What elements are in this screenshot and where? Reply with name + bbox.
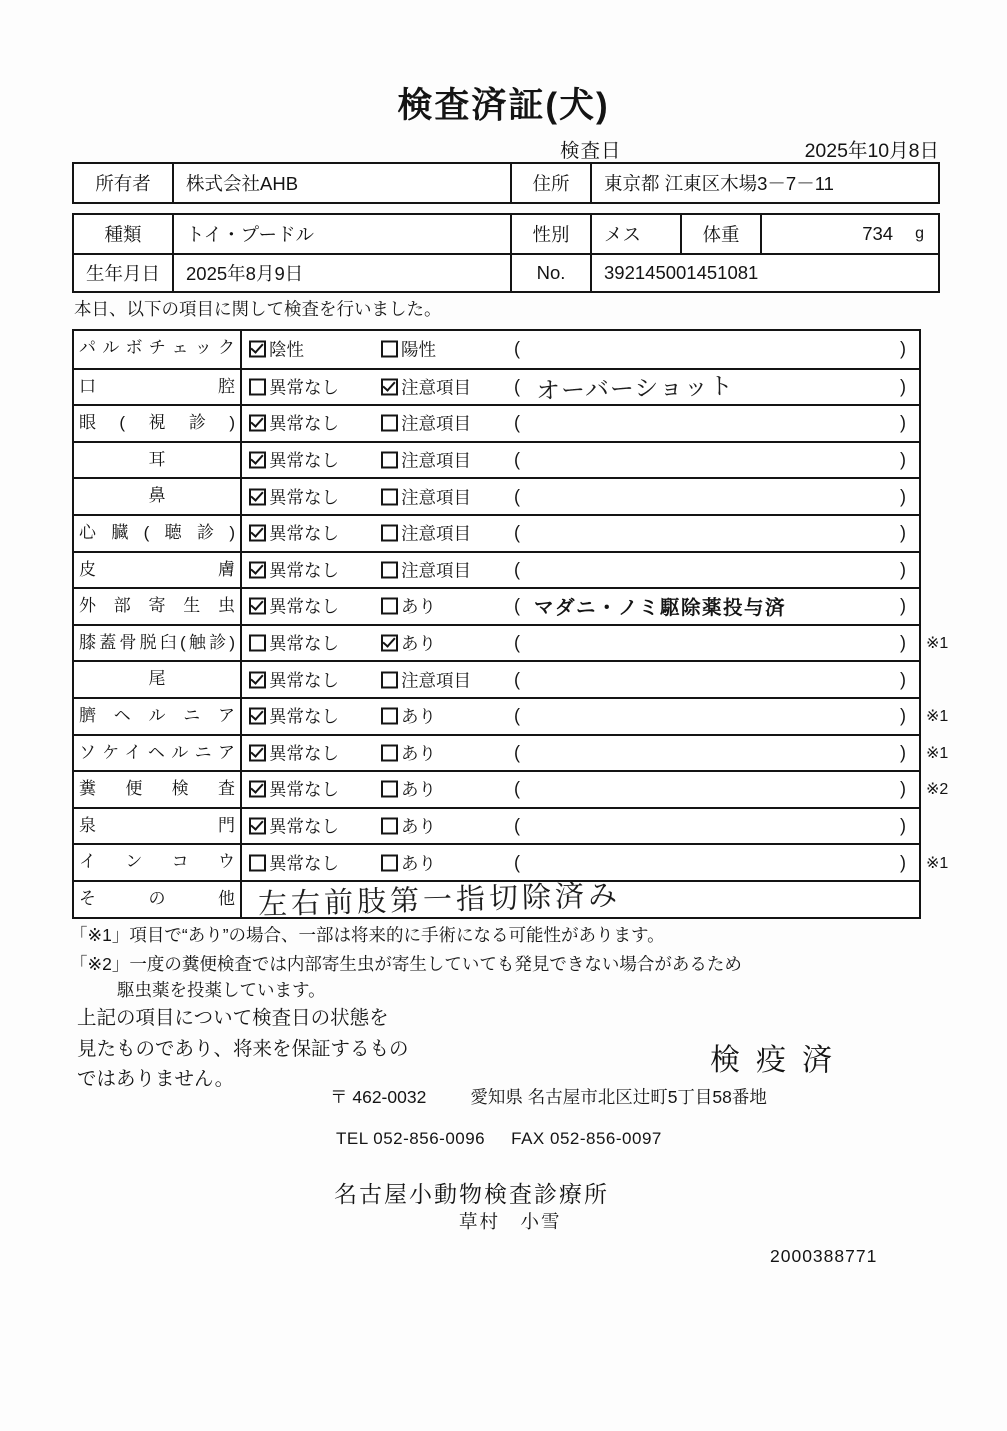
- disclaimer-paragraph: [77, 1003, 409, 1095]
- paren-open: (: [514, 559, 520, 580]
- breed-label: 種類: [104, 224, 142, 245]
- item-content: [242, 516, 919, 551]
- checklist-row: [74, 368, 919, 405]
- option-2-label: あり: [401, 596, 436, 617]
- item-content: [242, 589, 919, 624]
- item-label: 外部寄生虫: [74, 589, 242, 624]
- option-1: [249, 594, 339, 619]
- paren-close: ): [900, 559, 906, 580]
- reference-note: ※1: [926, 635, 949, 653]
- certificate-no-label: No.: [510, 253, 590, 291]
- option-2-label: 注意項目: [401, 487, 471, 508]
- certificate-no-value: 392145001451081: [590, 253, 938, 291]
- option-1: [249, 740, 339, 765]
- checkbox-icon: [381, 415, 398, 432]
- paren-open: (: [514, 376, 520, 397]
- birthdate-label: 生年月日: [74, 253, 172, 291]
- option-1: [249, 814, 339, 839]
- option-2-label: あり: [401, 853, 436, 874]
- paren-close: ): [900, 412, 906, 433]
- option-1: [249, 484, 339, 509]
- item-label: 眼(視診): [74, 406, 242, 441]
- option-1-label: 異常なし: [269, 450, 339, 471]
- option-1: [249, 631, 339, 656]
- item-label: 口腔: [74, 370, 242, 405]
- item-label: 皮膚: [74, 553, 242, 588]
- paren-close: ): [900, 815, 906, 836]
- item-label: パルボチェック: [74, 331, 242, 368]
- checkbox-icon: [249, 415, 266, 432]
- option-1: [249, 521, 339, 546]
- option-1: [249, 374, 339, 399]
- item-content: [242, 331, 919, 368]
- footnote-2-cont: 駆虫薬を投薬しています。: [117, 980, 326, 1000]
- checkbox-icon: [249, 818, 266, 835]
- checkbox-icon: [249, 525, 266, 542]
- option-1-label: 異常なし: [269, 560, 339, 581]
- paren-close: ): [900, 522, 906, 543]
- examiner-name: 草村 小雪: [459, 1211, 562, 1232]
- item-content: [242, 626, 919, 661]
- checklist-row: [74, 770, 949, 807]
- paren-open: (: [514, 669, 520, 690]
- paren-open: (: [514, 852, 520, 873]
- checkbox-icon: [381, 671, 398, 688]
- option-1: [249, 850, 339, 875]
- footnote-1: 「※1」項目で“あり”の場合、一部は将来的に手術になる可能性があります。: [70, 925, 665, 945]
- paren-close: ): [900, 705, 906, 726]
- item-label: その他: [74, 882, 242, 917]
- option-1: [249, 448, 339, 473]
- paren-open: (: [514, 632, 520, 653]
- item-label: 糞便検査: [74, 772, 242, 807]
- checkbox-icon: [381, 341, 398, 358]
- paren-open: (: [514, 522, 520, 543]
- paren-close: ): [900, 632, 906, 653]
- paren-close: ): [900, 376, 906, 397]
- item-label: インコウ: [74, 845, 242, 880]
- checklist-row: [74, 404, 919, 441]
- option-2-label: あり: [401, 706, 436, 727]
- option-2: [381, 337, 436, 362]
- option-2: [381, 631, 436, 656]
- paren-open: (: [514, 705, 520, 726]
- checklist-row: [74, 551, 919, 588]
- paren-open: (: [514, 778, 520, 799]
- owner-table: [72, 162, 940, 204]
- option-2: [381, 814, 436, 839]
- option-2: [381, 448, 471, 473]
- item-content: [242, 662, 919, 697]
- reference-note: ※1: [926, 744, 949, 762]
- checklist-row: [74, 477, 919, 514]
- checkbox-icon: [381, 598, 398, 615]
- owner-value: 株式会社AHB: [172, 164, 510, 202]
- option-1-label: 異常なし: [269, 413, 339, 434]
- exam-date-value: 2025年10月8日: [804, 140, 939, 162]
- option-1-label: 異常なし: [269, 743, 339, 764]
- option-2-label: 注意項目: [401, 560, 471, 581]
- quarantine-passed-stamp: 検疫済: [710, 1044, 848, 1077]
- postal-code: 〒 462-0032: [330, 1087, 427, 1107]
- checkbox-icon: [381, 635, 398, 652]
- option-1-label: 陰性: [269, 339, 304, 360]
- option-1: [249, 337, 304, 362]
- checklist-row: [74, 441, 919, 478]
- checklist-row: [74, 660, 919, 697]
- option-1: [249, 777, 339, 802]
- checkbox-icon: [249, 708, 266, 725]
- paren-close: ): [900, 852, 906, 873]
- option-2: [381, 667, 471, 692]
- address-value: 東京都 江東区木場3－7－11: [590, 164, 938, 202]
- paren-close: ): [900, 595, 906, 616]
- footnote-2: 「※2」一度の糞便検査では内部寄生虫が寄生していても発見できない場合があるため: [70, 954, 742, 974]
- paren-open: (: [514, 338, 520, 359]
- option-2: [381, 777, 436, 802]
- intro-sentence: 本日、以下の項目に関して検査を行いました。: [74, 299, 442, 319]
- checklist-row: [74, 514, 919, 551]
- sex-value: メス: [590, 215, 680, 253]
- option-1-label: 異常なし: [269, 670, 339, 691]
- option-2: [381, 594, 436, 619]
- checkbox-icon: [381, 854, 398, 871]
- item-label: 心臓(聴診): [74, 516, 242, 551]
- item-content: [242, 443, 919, 478]
- option-1: [249, 411, 339, 436]
- item-content: [242, 370, 919, 405]
- tel-number: TEL 052-856-0096: [336, 1129, 486, 1148]
- checkbox-icon: [249, 598, 266, 615]
- option-2-label: 注意項目: [401, 670, 471, 691]
- option-2-label: あり: [401, 633, 436, 654]
- birthdate-value: 2025年8月9日: [172, 253, 510, 291]
- option-1: [249, 557, 339, 582]
- checkbox-icon: [249, 452, 266, 469]
- checklist-row: [74, 879, 919, 922]
- checkbox-icon: [249, 671, 266, 688]
- pet-info-table: [72, 213, 940, 293]
- option-2-label: 注意項目: [401, 377, 471, 398]
- item-content: [242, 553, 919, 588]
- item-content: [242, 772, 919, 807]
- option-2-label: あり: [401, 779, 436, 800]
- option-1-label: 異常なし: [269, 779, 339, 800]
- checkbox-icon: [249, 781, 266, 798]
- option-1-label: 異常なし: [269, 523, 339, 544]
- checkbox-icon: [381, 561, 398, 578]
- item-content: [242, 406, 919, 441]
- item-label: 泉門: [74, 809, 242, 844]
- address-label: 住所: [510, 164, 590, 202]
- paren-open: (: [514, 815, 520, 836]
- serial-number: 2000388771: [770, 1246, 878, 1266]
- checklist-row: [74, 697, 949, 734]
- item-label: 鼻: [74, 479, 242, 514]
- option-1: [249, 704, 339, 729]
- exam-date-label: 検査日: [560, 140, 622, 162]
- checklist-row: [74, 587, 919, 624]
- clinic-address-line: [330, 1084, 767, 1109]
- checklist-row: [74, 843, 949, 880]
- item-content: [242, 736, 919, 771]
- sex-label: 性別: [510, 215, 590, 253]
- checkbox-icon: [249, 561, 266, 578]
- reference-note: ※2: [926, 781, 949, 799]
- option-2-label: あり: [401, 816, 436, 837]
- checkbox-icon: [249, 378, 266, 395]
- option-2-label: 注意項目: [401, 413, 471, 434]
- option-1-label: 異常なし: [269, 706, 339, 727]
- option-1-label: 異常なし: [269, 377, 339, 398]
- item-content: [242, 809, 919, 844]
- checklist-row: [74, 624, 949, 661]
- option-2: [381, 557, 471, 582]
- paren-close: ): [900, 742, 906, 763]
- option-1-label: 異常なし: [269, 596, 339, 617]
- option-2: [381, 704, 436, 729]
- breed-value: トイ・プードル: [172, 215, 510, 253]
- item-content: [242, 699, 919, 734]
- checkbox-icon: [381, 452, 398, 469]
- option-2-label: あり: [401, 743, 436, 764]
- weight-unit: g: [915, 225, 924, 242]
- paren-open: (: [514, 742, 520, 763]
- option-2: [381, 484, 471, 509]
- option-2-label: 陽性: [401, 339, 436, 360]
- checklist-table: [72, 329, 949, 922]
- checkbox-icon: [381, 488, 398, 505]
- checkbox-icon: [249, 488, 266, 505]
- option-2-label: 注意項目: [401, 450, 471, 471]
- clinic-phone-line: [336, 1129, 662, 1149]
- paren-open: (: [514, 595, 520, 616]
- option-2: [381, 740, 436, 765]
- clinic-name: 名古屋小動物検査診療所: [334, 1181, 609, 1207]
- checklist-row: [74, 734, 949, 771]
- paren-open: (: [514, 449, 520, 470]
- disclaimer-line-2: 見たものであり、将来を保証するもの: [77, 1037, 409, 1060]
- item-label: 尾: [74, 662, 242, 697]
- reference-note: ※1: [926, 854, 949, 872]
- option-2: [381, 374, 471, 399]
- fax-number: FAX 052-856-0097: [511, 1129, 662, 1148]
- item-label: 臍ヘルニア: [74, 699, 242, 734]
- option-1: [249, 667, 339, 692]
- checkbox-icon: [249, 341, 266, 358]
- item-label: 膝蓋骨脱臼(触診): [74, 626, 242, 661]
- checkbox-icon: [381, 525, 398, 542]
- weight-value: 734: [862, 223, 894, 244]
- checkbox-icon: [381, 378, 398, 395]
- clinic-address: 愛知県 名古屋市北区辻町5丁目58番地: [470, 1087, 767, 1107]
- checkbox-icon: [381, 781, 398, 798]
- owner-label: 所有者: [95, 173, 151, 194]
- paren-open: (: [514, 412, 520, 433]
- item-content: [242, 879, 919, 922]
- paren-close: ): [900, 778, 906, 799]
- option-1-label: 異常なし: [269, 633, 339, 654]
- paren-close: ): [900, 486, 906, 507]
- checklist-row: [74, 807, 919, 844]
- option-2-label: 注意項目: [401, 523, 471, 544]
- item-label: ソケイヘルニア: [74, 736, 242, 771]
- option-1-label: 異常なし: [269, 853, 339, 874]
- checkbox-icon: [381, 818, 398, 835]
- paren-remark: マダニ・ノミ駆除薬投与済: [534, 597, 787, 620]
- option-2: [381, 411, 471, 436]
- weight-label: 体重: [680, 215, 760, 253]
- checkbox-icon: [249, 635, 266, 652]
- paren-close: ): [900, 338, 906, 359]
- paren-close: ): [900, 449, 906, 470]
- checklist-row: [74, 331, 919, 368]
- item-label: 耳: [74, 443, 242, 478]
- checkbox-icon: [249, 854, 266, 871]
- weight-value-cell: [760, 215, 938, 253]
- reference-note: ※1: [926, 708, 949, 726]
- handwritten-remark: 左右前肢第一指切除済み: [257, 879, 622, 922]
- option-2: [381, 850, 436, 875]
- disclaimer-line-1: 上記の項目について検査日の状態を: [77, 1007, 389, 1029]
- item-content: [242, 479, 919, 514]
- checkbox-icon: [381, 708, 398, 725]
- option-1-label: 異常なし: [269, 487, 339, 508]
- option-2: [381, 521, 471, 546]
- paren-open: (: [514, 486, 520, 507]
- page-title: 検査済証(犬): [397, 86, 610, 125]
- checkbox-icon: [381, 744, 398, 761]
- disclaimer-line-3: ではありません。: [77, 1068, 235, 1090]
- option-1-label: 異常なし: [269, 816, 339, 837]
- handwritten-remark: オーバーショット: [535, 372, 735, 405]
- checkbox-icon: [249, 744, 266, 761]
- paren-close: ): [900, 669, 906, 690]
